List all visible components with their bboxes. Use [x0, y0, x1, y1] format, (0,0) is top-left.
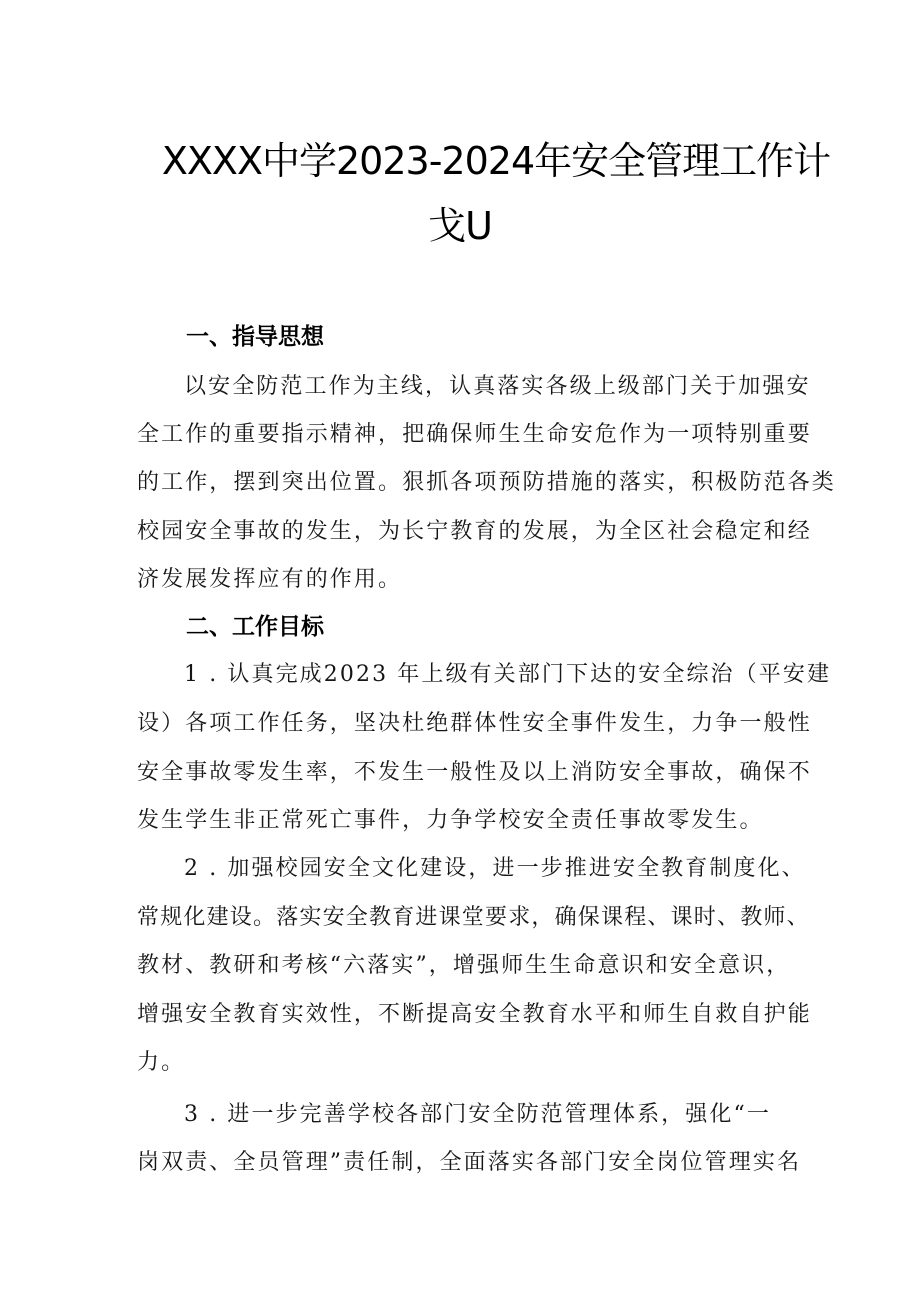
paragraph-line: 以安全防范工作为主线，认真落实各级上级部门关于加强安 — [184, 374, 811, 399]
paragraph-line: 设）各项工作任务，坚决杜绝群体性安全事件发生，力争一般性 — [137, 711, 812, 736]
paragraph-line: 发生学生非正常死亡事件，力争学校安全责任事故零发生。 — [137, 808, 764, 833]
paragraph-line: 3 . 进一步完善学校各部门安全防范管理体系，强化“一 — [184, 1102, 771, 1127]
document-title-line-1: XXXX中学2023-2024年安全管理工作计 — [161, 139, 831, 183]
paragraph-line: 全工作的重要指示精神，把确保师生生命安危作为一项特别重要 — [137, 422, 812, 447]
paragraph-line: 1 . 认真完成2023 年上级有关部门下达的安全综治（平安建 — [184, 662, 832, 687]
paragraph-line: 常规化建设。落实安全教育进课堂要求，确保课程、课时、教师、 — [137, 905, 810, 930]
paragraph-line: 的工作，摆到突出位置。狠抓各项预防措施的落实，积极防范各类 — [137, 470, 836, 495]
document-title-line-2: 戈U — [428, 204, 492, 248]
paragraph-line: 济发展发挥应有的作用。 — [137, 567, 403, 592]
paragraph-line: 力。 — [137, 1050, 186, 1075]
paragraph-line: 校园安全事故的发生，为长宁教育的发展，为全区社会稳定和经 — [137, 519, 812, 544]
section-heading-guiding-ideology: 一、指导思想 — [186, 324, 324, 350]
paragraph-line: 岗双责、全员管理”责任制，全面落实各部门安全岗位管理实名 — [137, 1150, 802, 1175]
paragraph-line: 安全事故零发生率，不发生一般性及以上消防安全事故，确保不 — [137, 760, 812, 785]
paragraph-line: 2 . 加强校园安全文化建设，进一步推进安全教育制度化、 — [184, 856, 806, 881]
paragraph-line: 增强安全教育实效性，不断提高安全教育水平和师生自救自护能 — [137, 1002, 812, 1027]
section-heading-work-goals: 二、工作目标 — [186, 614, 324, 640]
paragraph-line: 教材、教研和考核“六落实”，增强师生生命意识和安全意识， — [137, 953, 791, 978]
